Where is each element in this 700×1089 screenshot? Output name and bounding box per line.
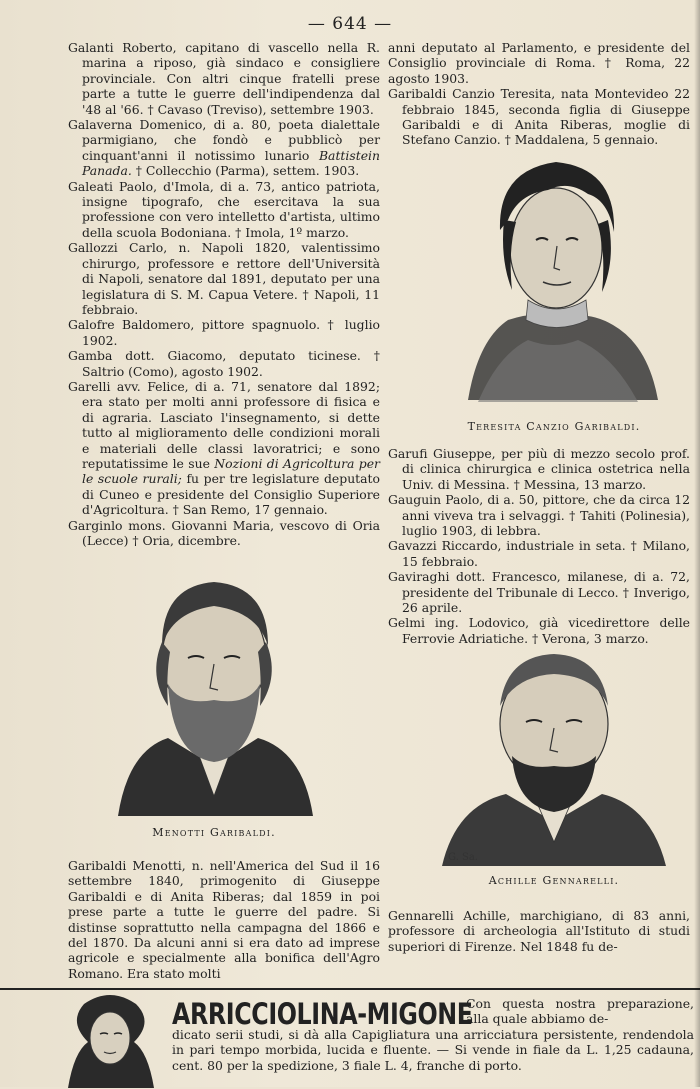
entry-galanti: Galanti Roberto, capitano di vascello nella R. marina a riposo, già sindaco e consigliere provinciale. Con altri cinque fratelli prese parte a tutte le guerre dell'indipendenza dal '48 al '66. † Cavaso (Treviso), settembre 1903. bbox=[68, 40, 380, 117]
entry-teresita: Garibaldi Canzio Teresita, nata Montevideo 22 febbraio 1845, seconda figlia di Giuseppe Garibaldi e di Anita Riberas, moglie di Stefano Canzio. † Maddalena, 5 gennaio. bbox=[388, 86, 690, 148]
entry-garibaldi-menotti: Garibaldi Menotti, n. nell'America del Sud il 16 settembre 1840, primogenito di Giuseppe Garibaldi e di Anita Riberas; dal 1859 in poi prese parte a tutte le guerre del padre. Si distinse soprattutto nella campagna del 1866 e del 1870. Da alcuni anni si era dato ad imprese agricole e specialmente alla bonifica dell'Agro Romano. Era stato molti bbox=[68, 858, 380, 981]
lunario-title: Battistein Panada. bbox=[82, 147, 380, 179]
entry-garufi: Garufi Giuseppe, per più di mezzo secolo prof. di clinica chirurgica e clinica ostetrica nella Univ. di Messina. † Messina, 13 marzo. bbox=[388, 446, 690, 492]
entry-garginlo: Garginlo mons. Giovanni Maria, vescovo di Oria (Lecce) † Oria, dicembre. bbox=[68, 517, 380, 548]
caption-menotti: Menotti Garibaldi. bbox=[152, 826, 276, 839]
left-column bbox=[68, 40, 380, 548]
entry-gallozzi: Gallozzi Carlo, n. Napoli 1820, valentissimo chirurgo, professore e rettore dell'Università di Napoli, senatore dal 1891, deputato per una legislatura di S. M. Capua Vetere. † Napoli, 11 febbraio. bbox=[68, 240, 380, 317]
entry-galofre: Galofre Baldomero, pittore spagnuolo. † luglio 1902. bbox=[68, 317, 380, 348]
ad-product-name: ARRICCIOLINA-MIGONE bbox=[172, 997, 473, 1031]
entry-gamba: Gamba dott. Giacomo, deputato ticinese. † Saltrio (Como), agosto 1902. bbox=[68, 348, 380, 379]
page-edge-shadow bbox=[694, 0, 700, 1087]
entry-gaviraghi: Gaviraghi dott. Francesco, milanese, di a. 72, presidente del Tribunale di Lecco. † Inverigo, 26 aprile. bbox=[388, 569, 690, 616]
advertisement bbox=[0, 988, 700, 1089]
ad-body-text: dicato serii studi, si dà alla Capigliatura una arricciatura persistente, rendendola in pari tempo morbida, lucida e fluente. — Si vende in fiale da L. 1,25 cadauna, cent. 80 per la spedizione, 3 fiale L. 4, franche di porto. bbox=[172, 1027, 694, 1073]
entry-gauguin: Gauguin Paolo, di a. 50, pittore, che da circa 12 anni viveva tra i selvaggi. † Tahiti (Polinesia), luglio 1903, di lebbra. bbox=[388, 492, 690, 539]
portrait-teresita bbox=[438, 150, 670, 412]
right-column-middle bbox=[388, 446, 690, 646]
page-number: — 644 — bbox=[307, 14, 393, 34]
ad-intro-text: Con questa nostra preparazione, alla quale abbiamo de- bbox=[466, 996, 694, 1027]
entry-gennarelli: Gennarelli Achille, marchigiano, di 83 anni, professore di archeologia all'Istituto di studi superiori di Firenze. Nel 1848 fu de- bbox=[388, 908, 690, 954]
right-column-top bbox=[388, 40, 690, 148]
entry-gavazzi: Gavazzi Riccardo, industriale in seta. † Milano, 15 febbraio. bbox=[388, 538, 690, 569]
woman-portrait-illustration bbox=[58, 992, 162, 1088]
caption-teresita: Teresita Canzio Garibaldi. bbox=[467, 420, 641, 433]
entry-menotti-continued: anni deputato al Parlamento, e presidente del Consiglio provinciale di Roma. † Roma, 22 agosto 1903. bbox=[388, 40, 690, 86]
entry-gelmi: Gelmi ing. Lodovico, già vicedirettore delle Ferrovie Adriatiche. † Verona, 3 marzo. bbox=[388, 615, 690, 646]
entry-garelli: Garelli avv. Felice, di a. 71, senatore dal 1892; era stato per molti anni professore di fisica e di agraria. Lasciato l'insegnamento, si dette tutto al miglioramento delle condizioni morali e materiali delle classi lavoratrici; e sono reputatissime le sue Nozioni di Agricoltura per le scuole rurali; fu per tre legislature deputato di Cuneo e presidente del Consiglio Superiore d'Agricoltura. † San Remo, 17 gennaio. bbox=[68, 378, 380, 518]
entry-galaverna: Galaverna Domenico, di a. 80, poeta dialettale parmigiano, che fondò e pubblicò per cinquant'anni il notissimo lunario Battistein Panada. † Collecchio (Parma), settem. 1903. bbox=[68, 117, 380, 179]
book-title: Nozioni di Agricoltura per le scuole rurali; bbox=[82, 455, 380, 487]
portrait-achille bbox=[436, 646, 672, 868]
engraver-signature: G. Sa. bbox=[448, 852, 478, 863]
caption-achille: Achille Gennarelli. bbox=[488, 874, 620, 887]
entry-galeati: Galeati Paolo, d'Imola, di a. 73, antico patriota, insigne tipografo, che esercitava la sua professione con vero intelletto d'artista, ultimo della scuola Bodoniana. † Imola, 1º marzo. bbox=[68, 178, 380, 240]
portrait-menotti bbox=[108, 566, 320, 820]
